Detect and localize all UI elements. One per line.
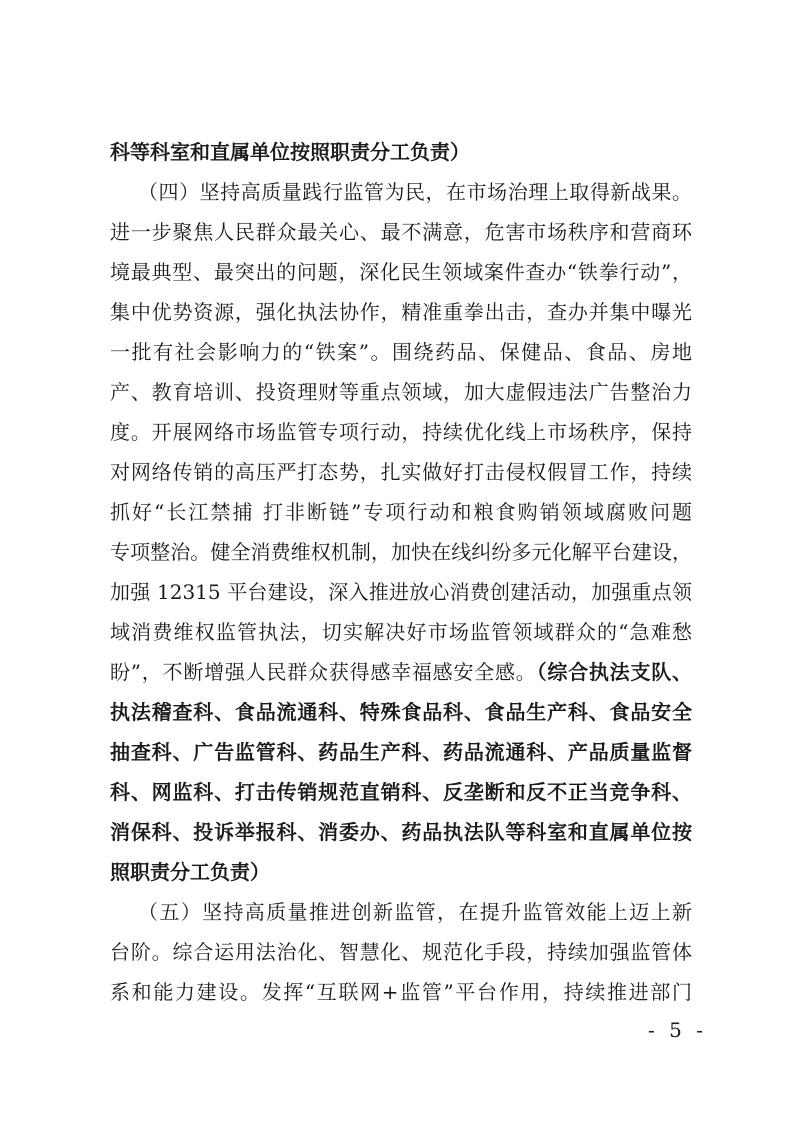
- text-line: [110, 412, 692, 452]
- body-text: 对网络传销的高压严打态势，扎实做好打击侵权假冒工作，持续: [110, 460, 692, 484]
- text-line: [110, 972, 692, 1012]
- body-text: （四）坚持高质量践行监管为民，在市场治理上取得新战果。: [138, 180, 692, 204]
- text-line: [110, 772, 692, 812]
- body-text: 加强 12315 平台建设，深入推进放心消费创建活动，加强重点领: [110, 580, 692, 604]
- body-text: 度。开展网络市场监管专项行动，持续优化线上市场秩序，保持: [110, 420, 692, 444]
- body-text: 系和能力建设。发挥“互联网+监管”平台作用，持续推进部门: [110, 980, 692, 1004]
- page-number: - 5 -: [648, 1018, 707, 1042]
- text-line: [110, 292, 692, 332]
- text-line: [110, 852, 692, 892]
- bold-text: 抽查科、广告监管科、药品生产科、药品流通科、产品质量监督: [110, 740, 692, 764]
- text-line: [110, 612, 692, 652]
- text-line: [110, 372, 692, 412]
- text-line: [110, 132, 692, 172]
- bold-text: 科等科室和直属单位按照职责分工负责）: [110, 140, 470, 164]
- text-line: [110, 492, 692, 532]
- body-text: 集中优势资源，强化执法协作，精准重拳出击，查办并集中曝光: [110, 300, 692, 324]
- bold-text: 科、网监科、打击传销规范直销科、反垄断和反不正当竞争科、: [110, 780, 692, 804]
- body-text: 专项整治。健全消费维权机制，加快在线纠纷多元化解平台建设，: [110, 540, 692, 564]
- bold-text: 消保科、投诉举报科、消委办、药品执法队等科室和直属单位按: [110, 820, 692, 844]
- text-line: [110, 532, 692, 572]
- body-text: （五）坚持高质量推进创新监管，在提升监管效能上迈上新: [138, 900, 692, 924]
- text-line: [138, 172, 692, 212]
- text-line: [110, 452, 692, 492]
- body-text: 进一步聚焦人民群众最关心、最不满意，危害市场秩序和营商环: [110, 220, 692, 244]
- text-line: [110, 332, 692, 372]
- bold-text: 执法稽查科、食品流通科、特殊食品科、食品生产科、食品安全: [110, 700, 692, 724]
- text-line: [110, 652, 692, 692]
- body-text: 台阶。综合运用法治化、智慧化、规范化手段，持续加强监管体: [110, 940, 692, 964]
- text-line: [138, 892, 692, 932]
- text-line: [110, 932, 692, 972]
- text-line: [110, 572, 692, 612]
- body-text: 盼”，不断增强人民群众获得感幸福感安全感。: [110, 660, 537, 684]
- text-line: [110, 692, 692, 732]
- text-line: [110, 732, 692, 772]
- body-text: 产、教育培训、投资理财等重点领域，加大虚假违法广告整治力: [110, 380, 692, 404]
- body-text: 一批有社会影响力的“铁案”。围绕药品、保健品、食品、房地: [110, 340, 692, 364]
- text-line: [110, 252, 692, 292]
- body-text: 抓好“长江禁捕 打非断链”专项行动和粮食购销领域腐败问题: [110, 500, 692, 524]
- body-text: 境最典型、最突出的问题，深化民生领域案件查办“铁拳行动”，: [110, 260, 692, 284]
- text-line: [110, 212, 692, 252]
- body-text: 域消费维权监管执法，切实解决好市场监管领域群众的“急难愁: [110, 620, 692, 644]
- text-line: [110, 812, 692, 852]
- bold-text: （综合执法支队、: [536, 660, 693, 684]
- bold-text: 照职责分工负责）: [110, 860, 270, 884]
